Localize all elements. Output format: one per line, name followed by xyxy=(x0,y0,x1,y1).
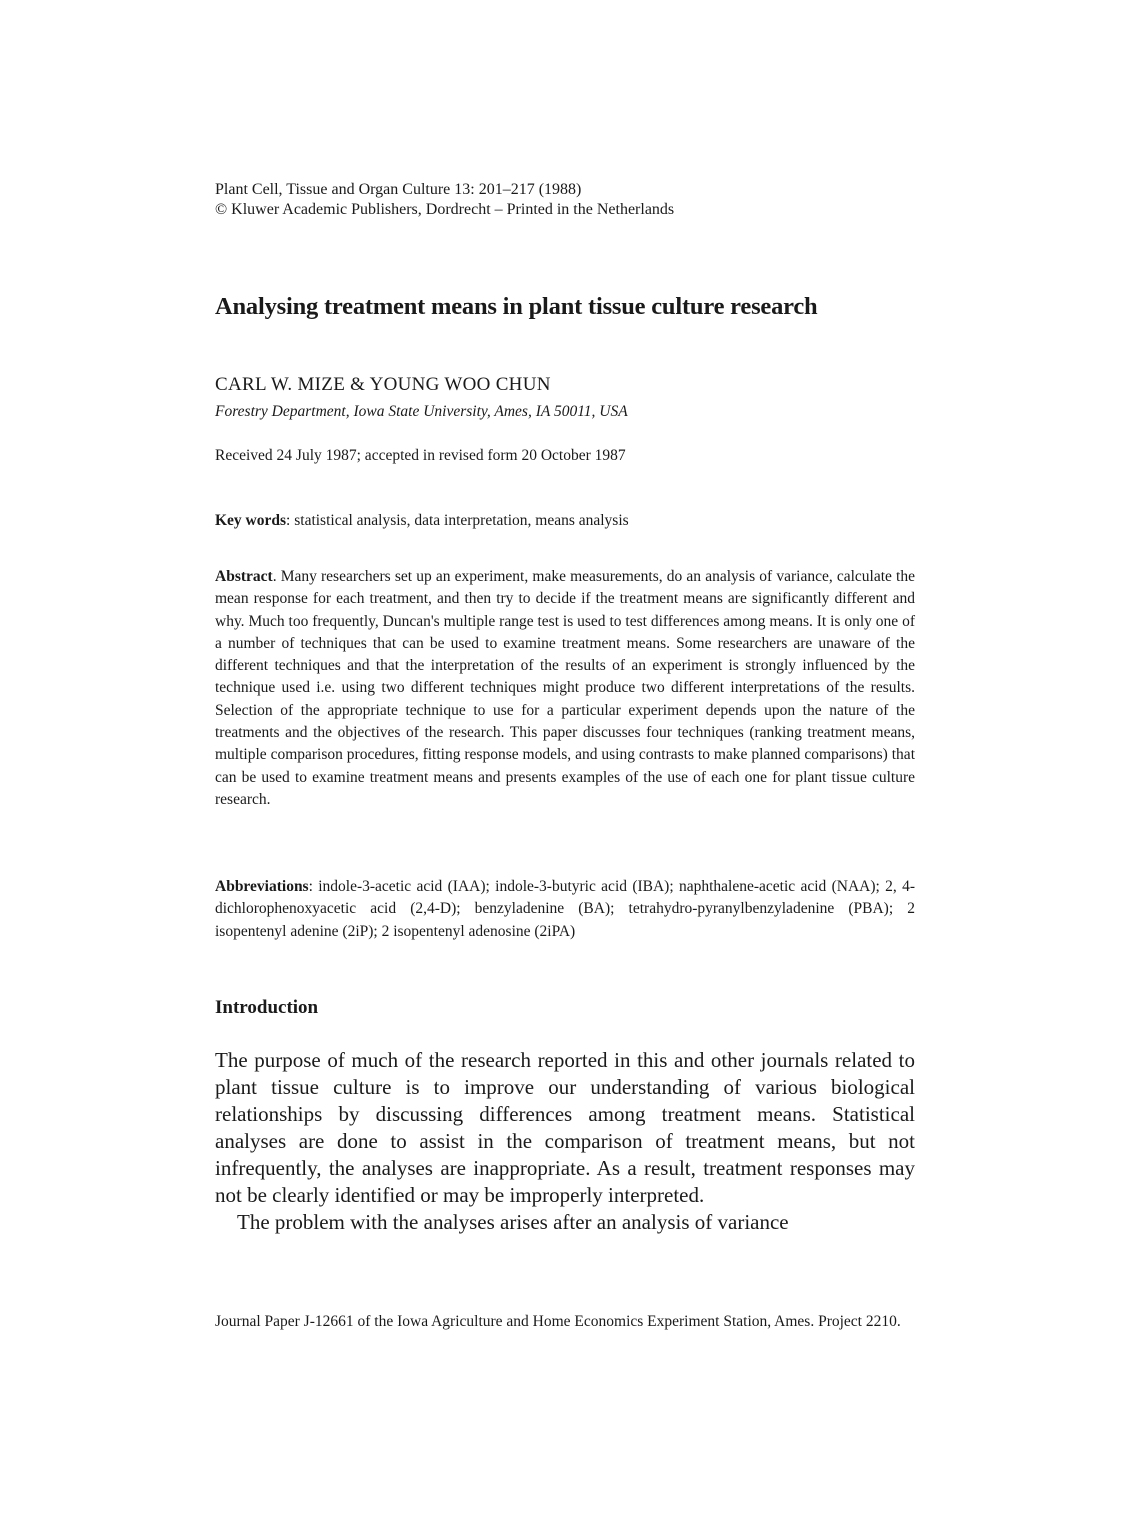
introduction-body xyxy=(215,1047,915,1236)
author-affiliation: Forestry Department, Iowa State University, Ames, IA 50011, USA xyxy=(215,403,628,420)
keywords-label: Key words xyxy=(215,512,287,529)
abstract-text: . Many researchers set up an experiment, make measurements, do an analysis of variance, calculate the mean response for each treatment, and then try to decide if the treatment means are significantly different and why. Much too frequently, Duncan's multiple range test is used to test differences among means. It is only one of a number of techniques that can be used to examine treatment means. Some researchers are unaware of the different techniques and that the interpretation of the results of an experiment is strongly influenced by the technique used i.e. using two different techniques might produce two different interpretations of the results. Selection of the appropriate technique to use for a particular experiment depends upon the nature of the treatments and the objectives of the research. This paper discusses four techniques (ranking treatment means, multiple comparison procedures, fitting response models, and using contrasts to make planned comparisons) that can be used to examine treatment means and presents examples of the use of each one for plant tissue culture research. xyxy=(215,568,915,808)
received-dates: Received 24 July 1987; accepted in revised form 20 October 1987 xyxy=(215,447,626,464)
abbreviations xyxy=(215,876,915,943)
journal-header xyxy=(215,180,915,220)
publisher-line: © Kluwer Academic Publishers, Dordrecht – Printed in the Netherlands xyxy=(215,201,675,218)
abstract-label: Abstract xyxy=(215,568,273,585)
article-authors: CARL W. MIZE & YOUNG WOO CHUN xyxy=(215,374,551,395)
article-title: Analysing treatment means in plant tissue culture research xyxy=(215,293,818,320)
journal-citation: Plant Cell, Tissue and Organ Culture 13: 201–217 (1988) xyxy=(215,181,582,198)
abstract xyxy=(215,566,915,811)
abbreviations-label: Abbreviations xyxy=(215,878,309,895)
section-heading-introduction: Introduction xyxy=(215,997,319,1018)
keywords xyxy=(215,511,915,531)
keywords-text: : statistical analysis, data interpretation, means analysis xyxy=(286,512,629,529)
footnote: Journal Paper J-12661 of the Iowa Agriculture and Home Economics Experiment Station, Ames. Project 2210. xyxy=(215,1313,901,1330)
introduction-paragraph-1: The purpose of much of the research reported in this and other journals related to plant tissue culture is to improve our understanding of various biological relationships by discussing differences among treatment means. Statistical analyses are done to assist in the comparison of treatment means, but not infrequently, the analyses are inappropriate. As a result, treatment responses may not be clearly identified or may be improperly interpreted. xyxy=(215,1048,915,1207)
introduction-paragraph-2: The problem with the analyses arises after an analysis of variance xyxy=(237,1210,789,1234)
abbreviations-text: : indole-3-acetic acid (IAA); indole-3-butyric acid (IBA); naphthalene-acetic acid (NAA); 2, 4-dichlorophenoxyacetic acid (2,4-D); benzyladenine (BA); tetrahydro-pyranylbenzyladenine (PBA); 2 isopentenyl adenine (2iP); 2 isopentenyl adenosine (2iPA) xyxy=(215,878,915,940)
